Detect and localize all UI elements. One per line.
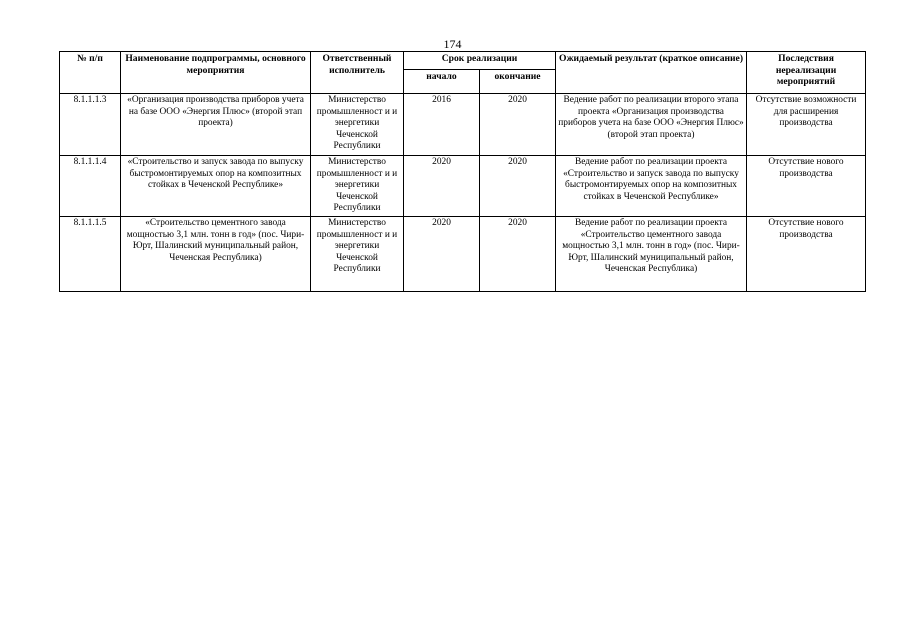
cell-num: 8.1.1.1.3	[60, 94, 121, 156]
cell-start: 2020	[404, 156, 480, 217]
header-end: окончание	[480, 70, 556, 94]
cell-start: 2016	[404, 94, 480, 156]
header-result: Ожидаемый результат (краткое описание)	[556, 52, 747, 94]
cell-result: Ведение работ по реализации проекта «Строительство цементного завода мощностью 3,1 млн. тонн в год» (пос. Чири-Юрт, Шалинский муниципальный район, Чеченская Республика)	[556, 217, 747, 292]
cell-result: Ведение работ по реализации второго этапа проекта «Организация производства приборов учета на базе ООО «Энергия Плюс» (второй этап проекта)	[556, 94, 747, 156]
cell-start: 2020	[404, 217, 480, 292]
cell-name: «Строительство цементного завода мощностью 3,1 млн. тонн в год» (пос. Чири-Юрт, Шалинский муниципальный район, Чеченская Республика)	[121, 217, 311, 292]
header-name: Наименование подпрограммы, основного мероприятия	[121, 52, 311, 94]
cell-num: 8.1.1.1.4	[60, 156, 121, 217]
cell-end: 2020	[480, 156, 556, 217]
cell-consequences: Отсутствие нового производства	[747, 217, 866, 292]
table-row	[60, 217, 866, 292]
activities-table	[59, 51, 866, 292]
cell-name: «Строительство и запуск завода по выпуску быстромонтируемых опор на композитных стойках в Чеченской Республике»	[121, 156, 311, 217]
header-executor: Ответственный исполнитель	[311, 52, 404, 94]
cell-consequences: Отсутствие возможности для расширения производства	[747, 94, 866, 156]
cell-result: Ведение работ по реализации проекта «Строительство и запуск завода по выпуску быстромонтируемых опор на композитных стойках в Чеченской Республике»	[556, 156, 747, 217]
header-num: № п/п	[60, 52, 121, 94]
header-start: начало	[404, 70, 480, 94]
cell-executor: Министерство промышленност и и энергетики Чеченской Республики	[311, 217, 404, 292]
table-row	[60, 94, 866, 156]
cell-executor: Министерство промышленност и и энергетики Чеченской Республики	[311, 94, 404, 156]
header-period: Срок реализации	[404, 52, 556, 70]
header-consequences: Последствия нереализации мероприятий	[747, 52, 866, 94]
page-number: 174	[443, 37, 462, 51]
cell-end: 2020	[480, 94, 556, 156]
table-header-row	[60, 52, 866, 70]
cell-end: 2020	[480, 217, 556, 292]
cell-name: «Организация производства приборов учета на базе ООО «Энергия Плюс» (второй этап проекта)	[121, 94, 311, 156]
cell-num: 8.1.1.1.5	[60, 217, 121, 292]
cell-executor: Министерство промышленност и и энергетики Чеченской Республики	[311, 156, 404, 217]
cell-consequences: Отсутствие нового производства	[747, 156, 866, 217]
table-row	[60, 156, 866, 217]
